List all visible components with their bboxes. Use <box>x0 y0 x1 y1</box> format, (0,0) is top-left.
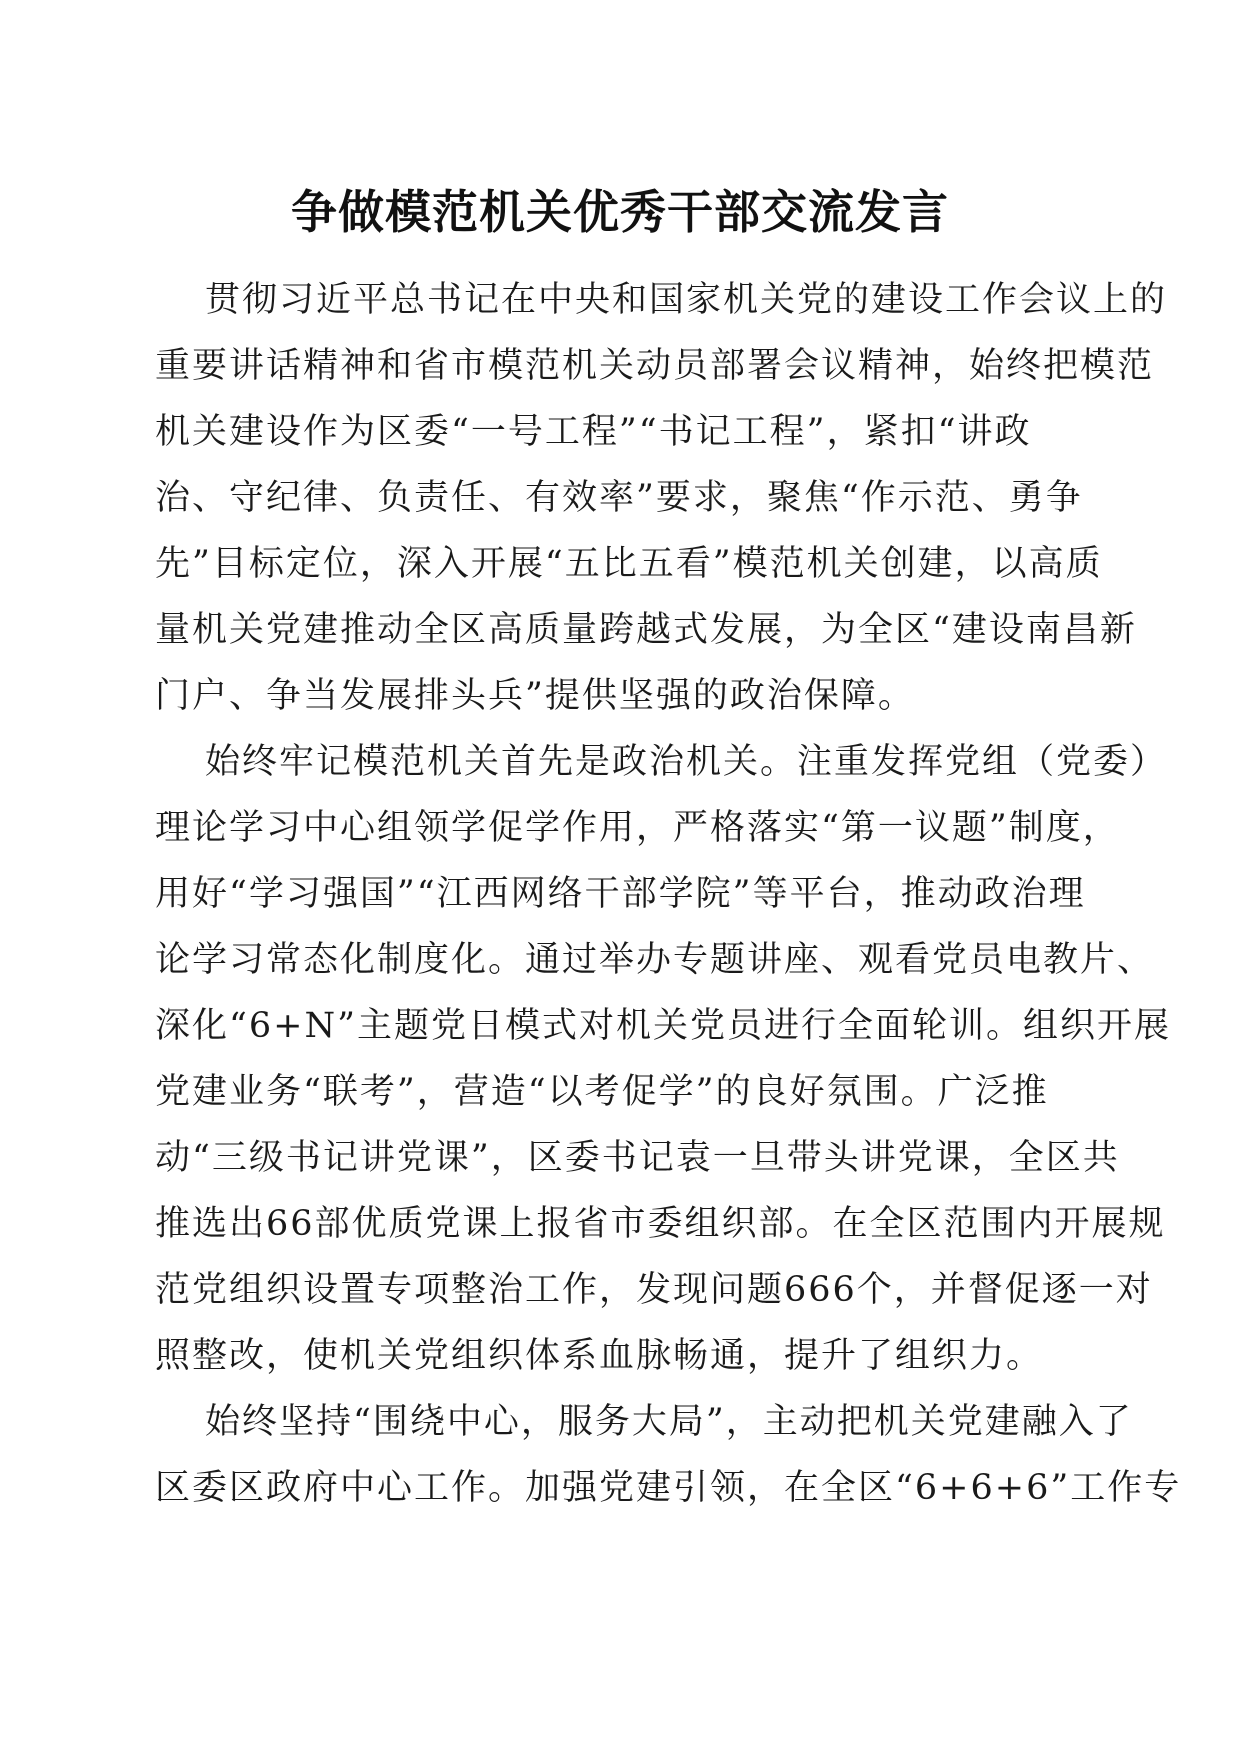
paragraph-1-line-1: 贯彻习近平总书记在中央和国家机关党的建设工作会议上的 <box>205 280 1168 320</box>
paragraph-1-line-6: 量机关党建推动全区高质量跨越式发展，为全区“建设南昌新 <box>155 610 1137 650</box>
paragraph-2-line-5: 深化“6+N”主题党日模式对机关党员进行全面轮训。组织开展 <box>155 1006 1172 1046</box>
paragraph-2-line-1: 始终牢记模范机关首先是政治机关。注重发挥党组（党委） <box>205 742 1168 782</box>
paragraph-1-line-3: 机关建设作为区委“一号工程”“书记工程”，紧扣“讲政 <box>155 412 1032 452</box>
paragraph-2-line-2: 理论学习中心组领学促学作用，严格落实“第一议题”制度， <box>155 808 1120 848</box>
document-title: 争做模范机关优秀干部交流发言 <box>291 185 949 239</box>
paragraph-1-line-7: 门户、争当发展排头兵”提供坚强的政治保障。 <box>155 676 915 716</box>
paragraph-2-line-8: 推选出66部优质党课上报省市委组织部。在全区范围内开展规 <box>155 1204 1166 1244</box>
paragraph-3-line-2: 区委区政府中心工作。加强党建引领，在全区“6+6+6”工作专 <box>155 1468 1182 1508</box>
paragraph-2-line-6: 党建业务“联考”，营造“以考促学”的良好氛围。广泛推 <box>155 1072 1049 1112</box>
paragraph-2-line-7: 动“三级书记讲党课”，区委书记袁一旦带头讲党课，全区共 <box>155 1138 1120 1178</box>
paragraph-1-line-4: 治、守纪律、负责任、有效率”要求，聚焦“作示范、勇争 <box>155 478 1083 518</box>
paragraph-2-line-3: 用好“学习强国”“江西网络干部学院”等平台，推动政治理 <box>155 874 1086 914</box>
paragraph-1-line-2: 重要讲话精神和省市模范机关动员部署会议精神，始终把模范 <box>155 346 1155 386</box>
paragraph-3-line-1: 始终坚持“围绕中心，服务大局”，主动把机关党建融入了 <box>205 1402 1133 1442</box>
paragraph-2-line-10: 照整改，使机关党组织体系血脉畅通，提升了组织力。 <box>155 1336 1044 1376</box>
paragraph-1-line-5: 先”目标定位，深入开展“五比五看”模范机关创建，以高质 <box>155 544 1103 584</box>
paragraph-2-line-9: 范党组织设置专项整治工作，发现问题666个，并督促逐一对 <box>155 1270 1153 1310</box>
paragraph-2-line-4: 论学习常态化制度化。通过举办专题讲座、观看党员电教片、 <box>155 940 1155 980</box>
